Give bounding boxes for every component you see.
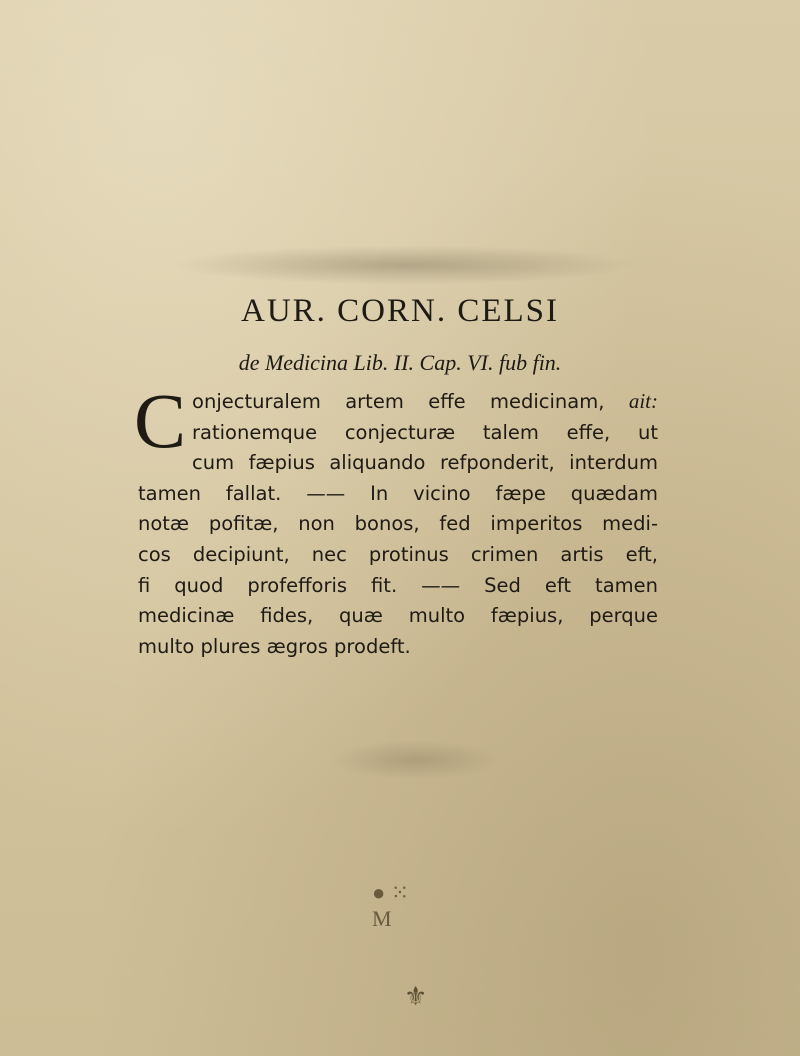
text-line-7: fi quod profefforis fit. —— Sed eft tamen [138,573,658,597]
text-line-5: notæ pofitæ, non bonos, fed imperitos medi- [138,512,658,536]
ornament-bleed: ● ⁙ M [372,880,410,931]
text-line-1: onjecturalem artem effe medicinam, ait: [192,389,658,413]
drop-cap: C [134,377,187,464]
text-line-3: cum fæpius aliquando refponderit, interdum [192,451,658,475]
page-title: AUR. CORN. CELSI [240,293,560,329]
text-line-2: rationemque conjecturæ talem effe, ut [192,420,658,444]
text-line-6: cos decipiunt, nec protinus crimen artis eft, [138,542,658,566]
page-subtitle: de Medicina Lib. II. Cap. VI. fub fin. [238,350,562,375]
text-line-9: multo plures ægros prodeft. [138,634,411,658]
text-line-8: medicinæ fides, quæ multo fæpius, perque [138,604,658,628]
fleuron-icon: ⚜ [404,982,428,1012]
bleed-through-stain-lower [330,740,500,780]
bleed-through-stain [170,245,640,285]
quotation-body [134,377,658,662]
text-line-4: tamen fallat. —— In vicino fæpe quædam [138,481,658,505]
